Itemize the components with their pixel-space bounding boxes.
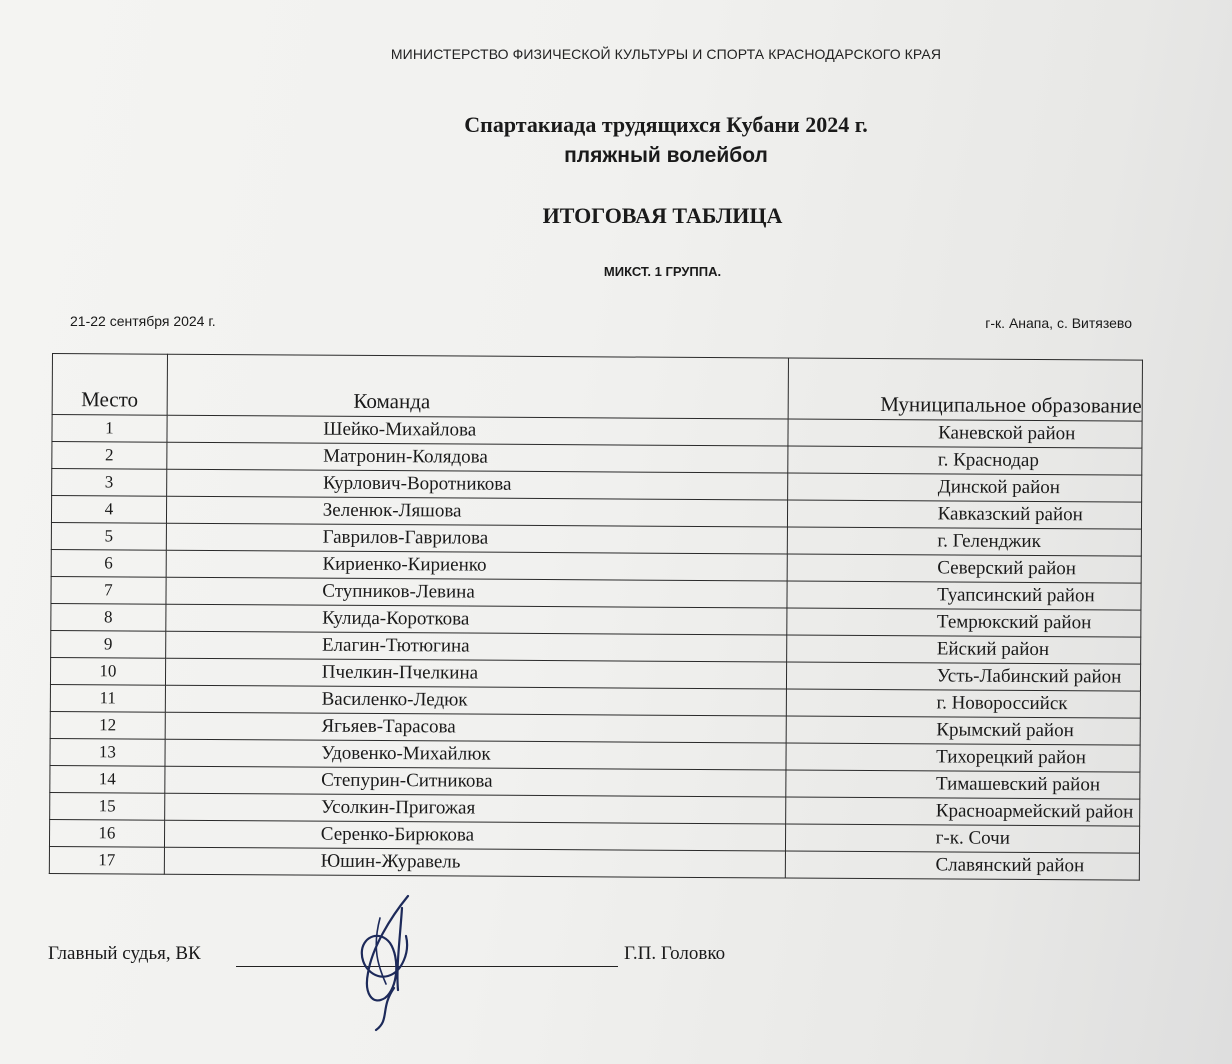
handwritten-signature <box>350 888 430 1038</box>
cell-place: 6 <box>51 549 166 577</box>
cell-team: Матронин-Колядова <box>167 442 788 473</box>
column-header-place: Место <box>52 354 167 416</box>
table-header-row <box>52 354 1142 422</box>
cell-municipality: Темрюкский район <box>786 608 1141 637</box>
cell-team: Серенко-Бирюкова <box>164 820 785 851</box>
cell-municipality: г. Новороссийск <box>786 689 1141 718</box>
column-header-municipality: Муниципальное образование <box>788 358 1143 421</box>
cell-place: 9 <box>51 630 166 658</box>
table-row <box>49 846 1139 880</box>
cell-place: 5 <box>51 522 166 550</box>
cell-place: 12 <box>50 711 165 739</box>
cell-municipality: Туапсинский район <box>787 581 1142 610</box>
cell-municipality: Славянский район <box>785 851 1140 880</box>
cell-municipality: г. Краснодар <box>787 446 1142 475</box>
judge-name: Г.П. Головко <box>624 943 726 964</box>
cell-place: 2 <box>52 442 167 470</box>
cell-team: Кириенко-Кириенко <box>166 550 787 581</box>
cell-municipality: Красноармейский район <box>785 797 1140 826</box>
cell-municipality: Северский район <box>787 554 1142 583</box>
cell-team: Ягьяев-Тарасова <box>165 712 786 743</box>
cell-team: Степурин-Ситникова <box>165 766 786 797</box>
cell-place: 14 <box>50 765 165 793</box>
cell-municipality: Крымский район <box>786 716 1141 745</box>
results-table <box>49 353 1143 881</box>
cell-team: Курлович-Воротникова <box>166 469 787 500</box>
column-header-team: Команда <box>167 354 788 419</box>
table-body <box>49 415 1142 881</box>
cell-municipality: г-к. Сочи <box>785 824 1140 853</box>
cell-place: 8 <box>51 603 166 631</box>
judge-label: Главный судья, ВК <box>48 943 201 964</box>
cell-team: Елагин-Тютюгина <box>165 631 786 662</box>
group-heading: МИКСТ. 1 ГРУППА. <box>603 264 722 279</box>
cell-team: Гаврилов-Гаврилова <box>166 523 787 554</box>
cell-place: 1 <box>52 415 167 443</box>
cell-municipality: Каневской район <box>788 419 1143 448</box>
cell-team: Юшин-Журавель <box>164 847 785 878</box>
cell-team: Ступников-Левина <box>166 577 787 608</box>
cell-municipality: Усть-Лабинский район <box>786 662 1141 691</box>
cell-team: Василенко-Ледюк <box>165 685 786 716</box>
cell-place: 11 <box>50 684 165 712</box>
final-table-heading: ИТОГОВАЯ ТАБЛИЦА <box>542 203 783 228</box>
cell-team: Удовенко-Михайлюк <box>165 739 786 770</box>
cell-place: 3 <box>52 469 167 497</box>
cell-municipality: г. Геленджик <box>787 527 1142 556</box>
cell-team: Кулида-Короткова <box>166 604 787 635</box>
event-title: Спартакиада трудящихся Кубани 2024 г. <box>464 112 868 137</box>
ministry-heading: МИНИСТЕРСТВО ФИЗИЧЕСКОЙ КУЛЬТУРЫ И СПОРТА КРАСНОДАРСКОГО КРАЯ <box>390 46 942 62</box>
cell-place: 16 <box>49 819 164 847</box>
cell-municipality: Тимашевский район <box>785 770 1140 799</box>
cell-place: 17 <box>49 846 164 874</box>
sport-name: пляжный волейбол <box>564 144 768 167</box>
cell-team: Зеленюк-Ляшова <box>166 496 787 527</box>
cell-place: 15 <box>50 792 165 820</box>
event-date: 21-22 сентября 2024 г. <box>70 313 216 329</box>
cell-team: Пчелкин-Пчелкина <box>165 658 786 689</box>
cell-place: 10 <box>50 657 165 685</box>
cell-municipality: Кавказский район <box>787 500 1142 529</box>
cell-municipality: Ейский район <box>786 635 1141 664</box>
cell-team: Шейко-Михайлова <box>167 415 788 446</box>
cell-municipality: Тихорецкий район <box>786 743 1141 772</box>
cell-place: 7 <box>51 576 166 604</box>
cell-municipality: Динской район <box>787 473 1142 502</box>
cell-place: 4 <box>51 496 166 524</box>
cell-place: 13 <box>50 738 165 766</box>
cell-team: Усолкин-Пригожая <box>164 793 785 824</box>
event-location: г-к. Анапа, с. Витязево <box>985 315 1132 331</box>
